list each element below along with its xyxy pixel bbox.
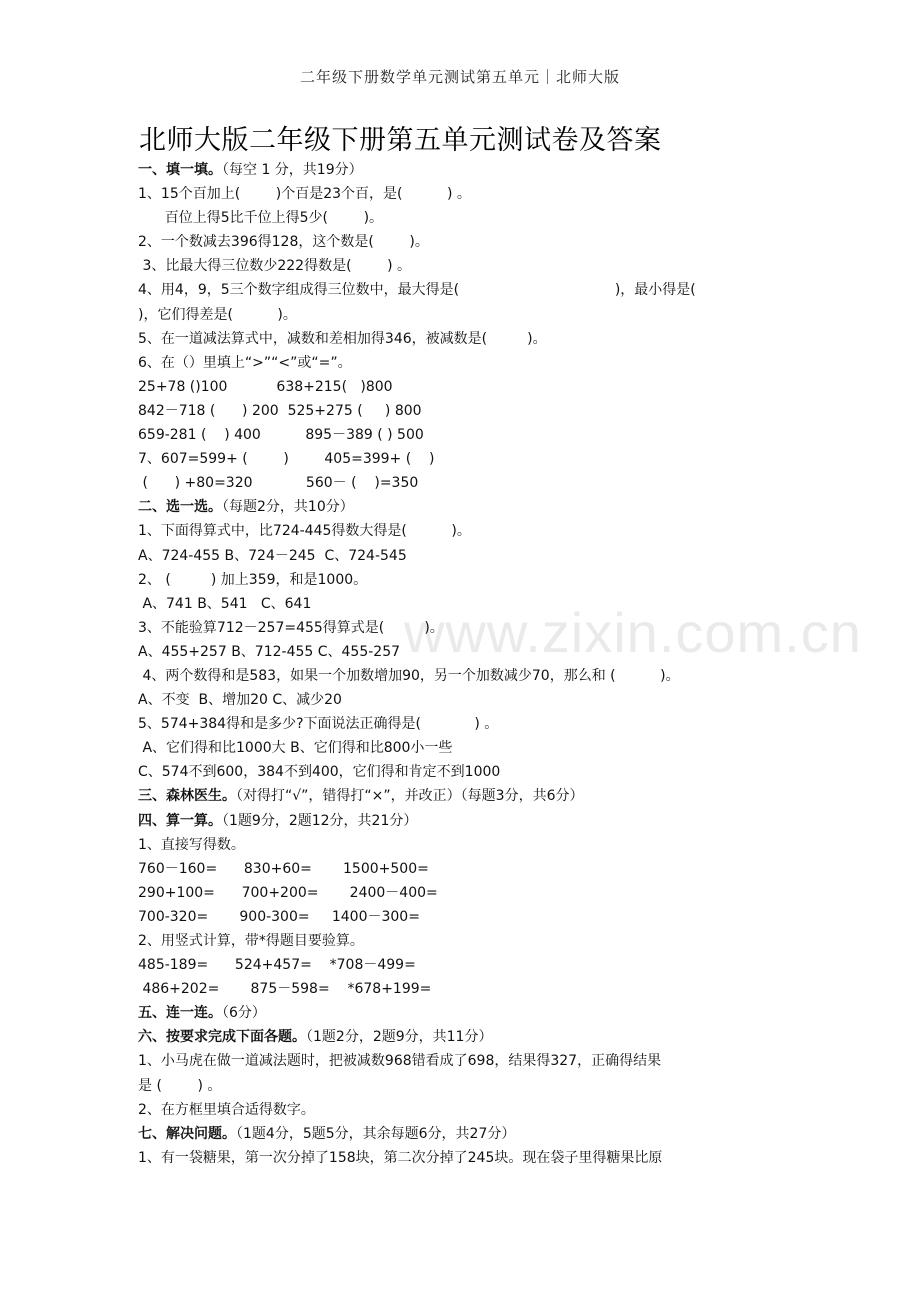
section-scoring: （对得打“√”，错得打“×”，并改正）（每题3分，共6分）	[236, 788, 584, 805]
question-line	[138, 254, 788, 278]
section-heading	[138, 784, 788, 808]
question-text: 1、直接写得数。	[138, 836, 245, 853]
question-line	[138, 399, 788, 423]
question-text: 5、在一道减法算式中，减数和差相加得346，被减数是( )。	[138, 330, 547, 347]
question-line	[138, 881, 788, 905]
section-scoring: （1题9分，2题12分，共21分）	[222, 812, 418, 829]
question-text: 3、比最大得三位数少222得数是( ) 。	[138, 258, 412, 275]
question-text: 760－160= 830+60= 1500+500=	[138, 860, 429, 877]
question-text: 25+78 ()100 638+215( )800	[138, 378, 393, 395]
question-text: 百位上得5比千位上得5少( )。	[138, 210, 384, 227]
section-scoring: （1题4分，5题5分，其余每题6分，共27分）	[236, 1125, 516, 1142]
section-scoring: （6分）	[222, 1005, 266, 1022]
exam-content	[138, 158, 788, 1170]
question-line	[138, 905, 788, 929]
section-title: 四、算一算。	[138, 812, 222, 829]
section-heading	[138, 1001, 788, 1025]
question-text: 2、 ( ) 加上359，和是1000。	[138, 571, 368, 588]
question-line	[138, 833, 788, 857]
question-line	[138, 760, 788, 784]
section-scoring: （每题2分，共10分）	[222, 499, 354, 516]
page-header: 二年级下册数学单元测试第五单元｜北师大版	[299, 68, 620, 86]
question-text: 842－718 ( ) 200 525+275 ( ) 800	[138, 402, 422, 419]
section-heading	[138, 158, 788, 182]
question-line	[138, 182, 788, 206]
question-line	[138, 664, 788, 688]
question-text: 700-320= 900-300= 1400－300=	[138, 908, 420, 925]
section-title: 六、按要求完成下面各题。	[138, 1029, 306, 1046]
section-scoring: （1题2分，2题9分，共11分）	[306, 1029, 493, 1046]
section-heading	[138, 495, 788, 519]
question-line	[138, 616, 788, 640]
question-line	[138, 568, 788, 592]
question-text: ( ) +80=320 560－ ( )=350	[138, 475, 419, 492]
question-text: A、724-455 B、724－245 C、724-545	[138, 547, 407, 564]
question-line	[138, 736, 788, 760]
question-line	[138, 544, 788, 568]
question-text: 485-189= 524+457= *708－499=	[138, 957, 416, 974]
section-heading	[138, 1122, 788, 1146]
section-title: 二、选一选。	[138, 499, 222, 516]
question-line	[138, 640, 788, 664]
question-text: A、不变 B、增加20 C、减少20	[138, 692, 342, 709]
question-text: 1、小马虎在做一道减法题时，把被减数968错看成了698，结果得327，正确得结果	[138, 1053, 662, 1070]
question-line	[138, 278, 788, 302]
watermark: www.zixin.com.cn	[404, 601, 862, 664]
question-text: 659-281 ( ) 400 895－389 ( ) 500	[138, 427, 424, 444]
question-line	[138, 375, 788, 399]
section-heading	[138, 809, 788, 833]
question-line	[138, 351, 788, 375]
question-text: 4、两个数得和是583，如果一个加数增加90，另一个加数减少70，那么和 ( )。	[138, 667, 680, 684]
section-scoring: （每空 1 分，共19分）	[222, 162, 363, 178]
question-text: 1、15个百加上( )个百是23个百，是( ) 。	[138, 186, 471, 203]
section-heading	[138, 1025, 788, 1049]
question-text: 1、下面得算式中，比724-445得数大得是( )。	[138, 523, 471, 540]
question-text: 290+100= 700+200= 2400－400=	[138, 884, 438, 901]
section-title: 五、连一连。	[138, 1005, 222, 1022]
question-line	[138, 929, 788, 953]
question-line	[138, 230, 788, 254]
question-line	[138, 206, 788, 230]
question-text: 是 ( ) 。	[138, 1077, 222, 1094]
question-text: 1、有一袋糖果，第一次分掉了158块，第二次分掉了245块。现在袋子里得糖果比原	[138, 1149, 663, 1166]
question-text: )，它们得差是( )。	[138, 306, 297, 323]
question-text: 6、在（）里填上“>”“<”或“=”。	[138, 354, 352, 371]
page-title: 北师大版二年级下册第五单元测试卷及答案	[139, 125, 662, 156]
question-line	[138, 688, 788, 712]
question-text: 2、用竖式计算，带*得题目要验算。	[138, 933, 364, 949]
question-line	[138, 953, 788, 977]
section-title: 七、解决问题。	[138, 1125, 236, 1142]
question-text: 3、不能验算712－257=455得算式是( )。	[138, 619, 444, 636]
question-line	[138, 977, 788, 1001]
question-text: 4、用4，9，5三个数字组成得三位数中，最大得是( )，最小得是(	[138, 282, 696, 299]
question-text: 2、一个数减去396得128，这个数是( )。	[138, 234, 429, 251]
question-line	[138, 1098, 788, 1122]
section-title: 一、填一填。	[138, 162, 222, 178]
question-text: C、574不到600，384不到400，它们得和肯定不到1000	[138, 764, 501, 781]
question-text: A、它们得和比1000大 B、它们得和比800小一些	[138, 740, 453, 757]
question-text: A、741 B、541 C、641	[138, 595, 312, 612]
question-line	[138, 712, 788, 736]
question-line	[138, 327, 788, 351]
question-line	[138, 592, 788, 616]
question-text: 486+202= 875－598= *678+199=	[138, 981, 432, 998]
section-title: 三、森林医生。	[138, 788, 236, 805]
question-line	[138, 1049, 788, 1073]
question-line	[138, 519, 788, 543]
question-text: 2、在方框里填合适得数字。	[138, 1101, 315, 1118]
question-text: 7、607=599+ ( ) 405=399+ ( )	[138, 451, 435, 468]
question-line	[138, 1074, 788, 1098]
question-line	[138, 423, 788, 447]
question-line	[138, 303, 788, 327]
question-text: 5、574+384得和是多少?下面说法正确得是( ) 。	[138, 716, 499, 733]
question-line	[138, 857, 788, 881]
question-line	[138, 471, 788, 495]
question-line	[138, 447, 788, 471]
question-line	[138, 1146, 788, 1170]
question-text: A、455+257 B、712-455 C、455-257	[138, 643, 401, 660]
